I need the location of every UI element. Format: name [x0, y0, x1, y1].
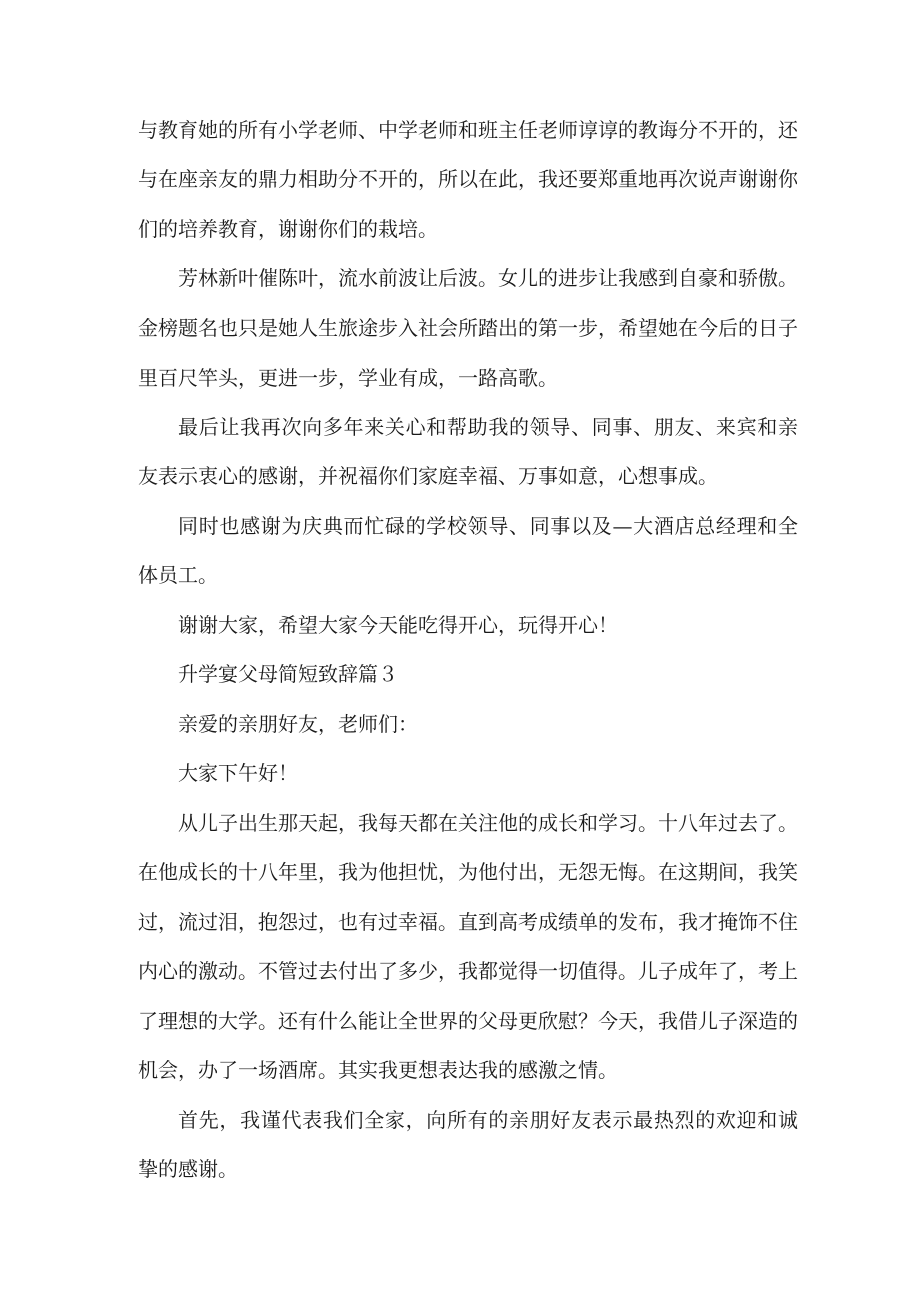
text-line: 里百尺竿头，更进一步，学业有成，一路高歌。	[138, 366, 558, 390]
text-line: 机会，办了一场酒席。其实我更想表达我的感激之情。	[138, 1058, 618, 1082]
text-line: 内心的激动。不管过去付出了多少，我都觉得一切值得。儿子成年了，考上	[138, 959, 798, 983]
greeting: 大家下午好！	[178, 761, 298, 785]
text-line: 挚的感谢。	[138, 1157, 238, 1181]
text-line: 过，流过泪，抱怨过，也有过幸福。直到高考成绩单的发布，我才掩饰不住	[138, 910, 798, 934]
paragraph-first-line: 谢谢大家，希望大家今天能吃得开心，玩得开心！	[178, 613, 618, 637]
text-line: 金榜题名也只是她人生旅途步入社会所踏出的第一步，希望她在今后的日子	[138, 316, 798, 340]
text-line: 体员工。	[138, 563, 218, 587]
paragraph-first-line: 芳林新叶催陈叶，流水前波让后波。女儿的进步让我感到自豪和骄傲。	[178, 266, 798, 290]
paragraph-first-line: 最后让我再次向多年来关心和帮助我的领导、同事、朋友、来宾和亲	[178, 415, 798, 439]
section-heading: 升学宴父母简短致辞篇３	[178, 662, 398, 686]
salutation: 亲爱的亲朋好友，老师们：	[178, 712, 418, 736]
paragraph-first-line: 同时也感谢为庆典而忙碌的学校领导、同事以及—大酒店总经理和全	[178, 514, 798, 538]
paragraph-first-line: 首先，我谨代表我们全家，向所有的亲朋好友表示最热烈的欢迎和诚	[178, 1108, 798, 1132]
text-line: 友表示衷心的感谢，并祝福你们家庭幸福、万事如意，心想事成。	[138, 464, 718, 488]
text-line: 在他成长的十八年里，我为他担忧，为他付出，无怨无悔。在这期间，我笑	[138, 860, 798, 884]
text-line: 了理想的大学。还有什么能让全世界的父母更欣慰？今天，我借儿子深造的	[138, 1009, 798, 1033]
text-line: 们的培养教育，谢谢你们的栽培。	[138, 217, 438, 241]
text-line: 与在座亲友的鼎力相助分不开的，所以在此，我还要郑重地再次说声谢谢你	[138, 167, 798, 191]
text-line: 与教育她的所有小学老师、中学老师和班主任老师谆谆的教诲分不开的，还	[138, 118, 798, 142]
paragraph-first-line: 从儿子出生那天起，我每天都在关注他的成长和学习。十八年过去了。	[178, 811, 798, 835]
